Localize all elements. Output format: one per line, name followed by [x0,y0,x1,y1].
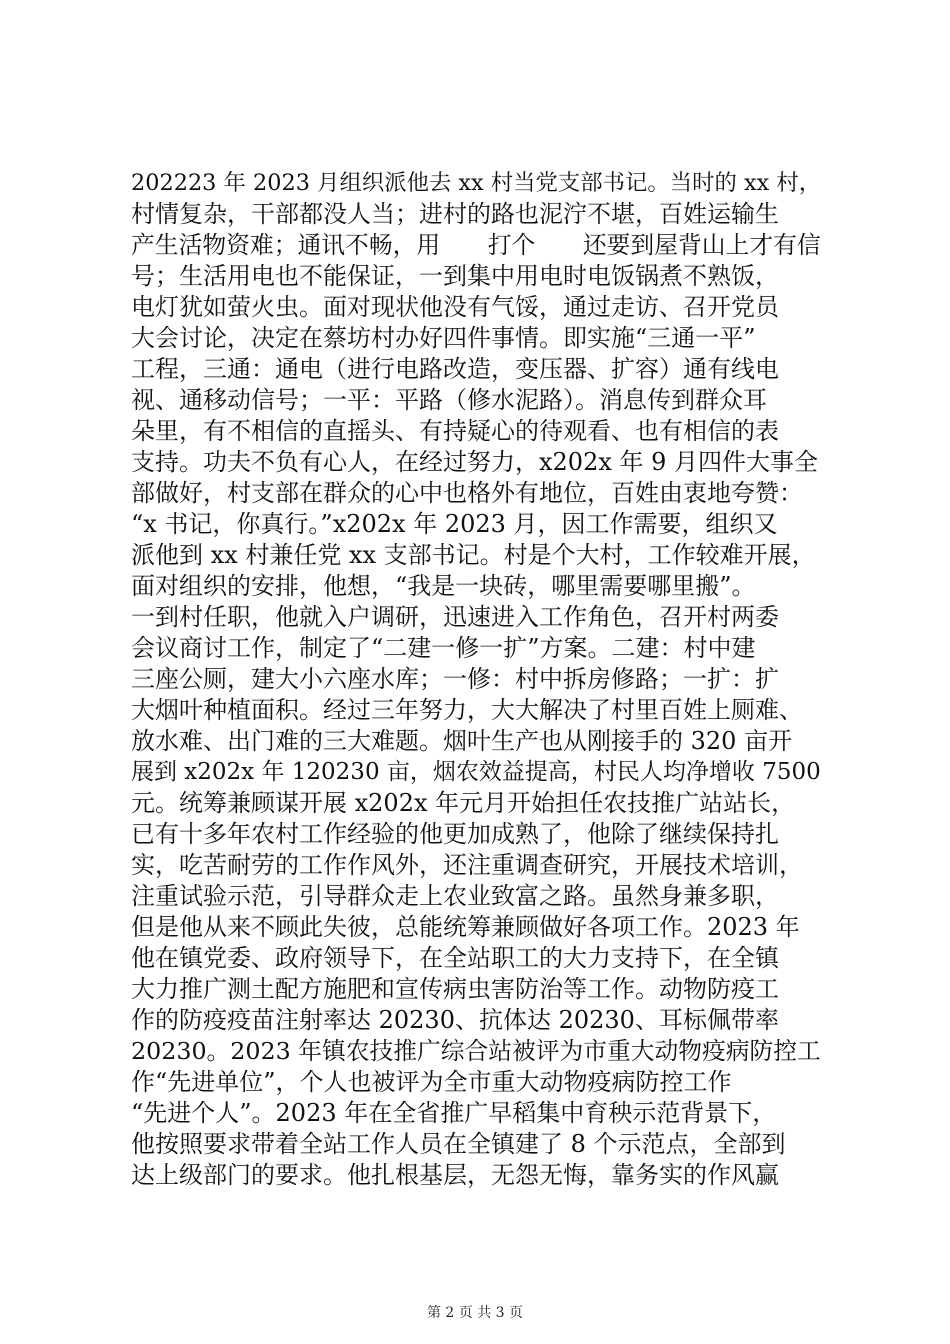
text-line: 20230。2023 年镇农技推广综合站被评为市重大动物疫病防控工 [131,1037,821,1065]
text-line: 部做好，村支部在群众的心中也格外有地位，百姓由衷地夸赞： [131,479,803,507]
text-line: 派他到 xx 村兼任党 xx 支部书记。村是个大村，工作较难开展， [131,541,816,569]
text-line: 视、通移动信号；一平：平路（修水泥路）。消息传到群众耳 [131,386,767,414]
text-line: “先进个人”。2023 年在全省推广早稻集中育秧示范背景下， [131,1099,777,1127]
text-line: 达上级部门的要求。他扎根基层，无怨无悔，靠务实的作风赢 [131,1161,779,1189]
text-line: 但是他从来不顾此失彼，总能统筹兼顾做好各项工作。2023 年 [131,913,800,941]
text-line: 一到村任职，他就入户调研，迅速进入工作角色，召开村两委 [131,603,779,631]
text-line: 面对组织的安排，他想，“我是一块砖，哪里需要哪里搬”。 [131,572,756,600]
text-line: 作的防疫疫苗注射率达 20230、抗体达 20230、耳标佩带率 [131,1006,779,1034]
text-line: 工程，三通：通电（进行电路改造，变压器、扩容）通有线电 [131,355,779,383]
text-line: “x 书记，你真行。”x202x 年 2023 月，因工作需要，组织又 [131,510,778,538]
text-line: 展到 x202x 年 120230 亩，烟农效益提高，村民人均净增收 7500 [131,759,821,785]
text-line: 产生活物资难；通讯不畅，用 打个 还要到屋背山上才有信 [131,231,821,259]
text-line: 大烟叶种植面积。经过三年努力，大大解决了村里百姓上厕难、 [131,696,803,724]
text-line: 支持。功夫不负有心人，在经过努力，x202x 年 9 月四件大事全 [131,448,819,476]
text-line: 注重试验示范，引导群众走上农业致富之路。虽然身兼多职， [131,882,779,910]
text-line: 号；生活用电也不能保证，一到集中用电时电饭锅煮不熟饭， [131,262,779,290]
text-line: 放水难、出门难的三大难题。烟叶生产也从刚接手的 320 亩开 [131,727,793,755]
page-footer: 第 2 页 共 3 页 [426,1305,524,1321]
text-line: 村情复杂，干部都没人当；进村的路也泥泞不堪，百姓运输生 [131,200,779,228]
text-line: 大力推广测土配方施肥和宣传病虫害防治等工作。动物防疫工 [131,975,779,1003]
text-line: 202223 年 2023 月组织派他去 xx 村当党支部书记。当时的 xx 村， [131,170,821,196]
body-text [131,168,821,1191]
text-line: 元。统筹兼顾谋开展 x202x 年元月开始担任农技推广站站长， [131,789,796,817]
text-line: 已有十多年农村工作经验的他更加成熟了，他除了继续保持扎 [131,820,779,848]
text-line: 实，吃苦耐劳的工作作风外，还注重调查研究，开展技术培训， [131,851,803,879]
text-line: 作“先进单位”，个人也被评为全市重大动物疫病防控工作 [131,1068,732,1096]
text-line: 朵里，有不相信的直摇头、有持疑心的待观看、也有相信的表 [131,417,779,445]
text-line: 他按照要求带着全站工作人员在全镇建了 8 个示范点，全部到 [131,1130,786,1158]
text-line: 三座公厕，建大小六座水库；一修：村中拆房修路；一扩：扩 [131,665,779,693]
text-line: 会议商讨工作，制定了“二建一修一扩”方案。二建：村中建 [131,634,756,662]
text-line: 大会讨论，决定在蔡坊村办好四件事情。即实施“三通一平” [131,324,756,352]
text-line: 电灯犹如萤火虫。面对现状他没有气馁，通过走访、召开党员 [131,293,779,321]
text-line: 他在镇党委、政府领导下，在全站职工的大力支持下，在全镇 [131,944,779,972]
